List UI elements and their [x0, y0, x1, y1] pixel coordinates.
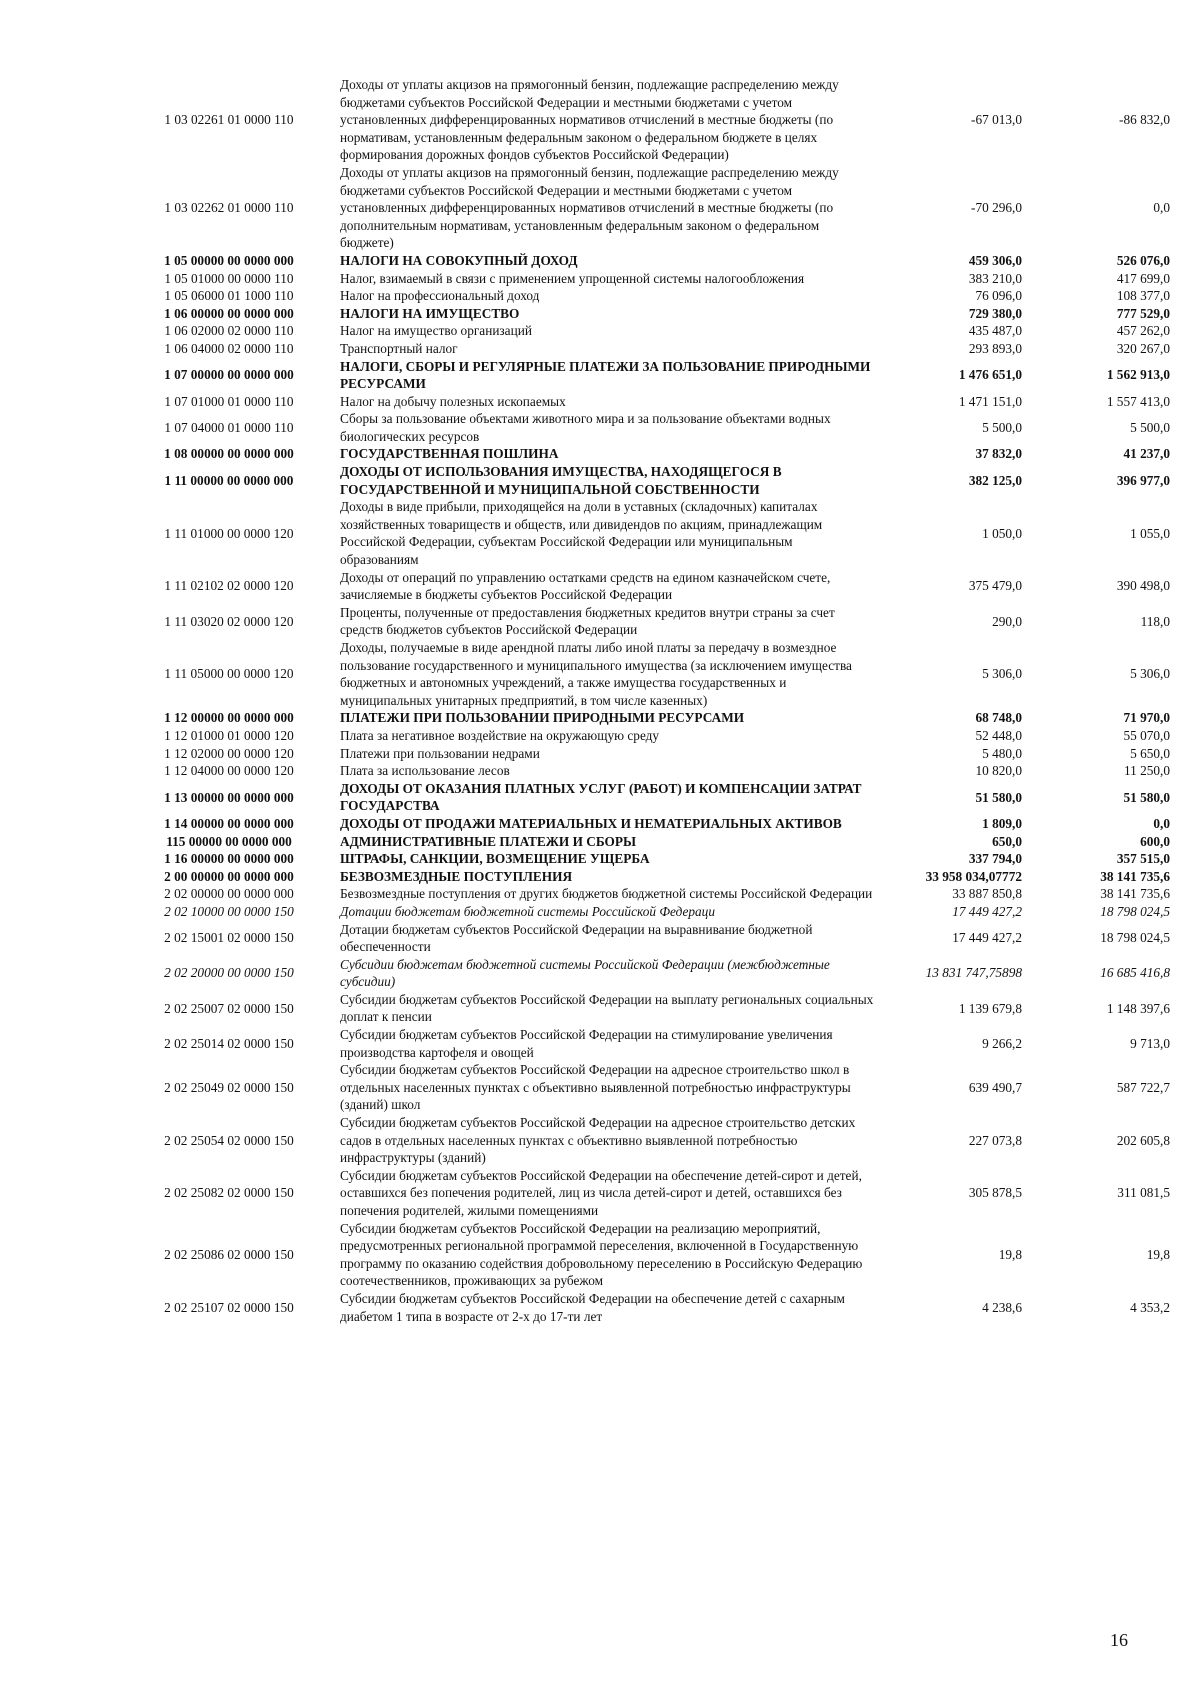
budget-code-cell: 1 06 02000 02 0000 110: [164, 323, 294, 339]
table-row: [118, 252, 1170, 270]
revenue-name-cell: Налог, взимаемый в связи с применением упрощенной системы налогообложения: [340, 270, 805, 286]
table-row: [118, 709, 1170, 727]
table-row: [118, 1290, 1170, 1325]
amount-year2-cell: 5 650,0: [1130, 745, 1170, 761]
table-row: [118, 815, 1170, 833]
revenue-name-cell: Дотации бюджетам субъектов Российской Федерации на выравнивание бюджетной обеспеченности: [340, 921, 813, 955]
table-row: [118, 639, 1170, 709]
amount-year1-cell: 19,8: [998, 1246, 1022, 1262]
amount-year2-cell: 19,8: [1146, 1246, 1170, 1262]
budget-code-cell: 1 11 05000 00 0000 120: [164, 666, 294, 682]
budget-code-cell: 1 07 01000 01 0000 110: [164, 393, 294, 409]
amount-year1-cell: 1 050,0: [982, 525, 1022, 541]
amount-year1-cell: 382 125,0: [968, 472, 1022, 488]
table-row: [118, 1114, 1170, 1167]
amount-year2-cell: 1 148 397,6: [1106, 1000, 1170, 1016]
budget-code-cell: 2 02 25086 02 0000 150: [164, 1246, 294, 1262]
page-number: 16: [1110, 1630, 1128, 1650]
budget-revenue-table: [118, 76, 1170, 1325]
amount-year2-cell: 4 353,2: [1130, 1299, 1170, 1315]
amount-year1-cell: -70 296,0: [971, 200, 1022, 216]
amount-year1-cell: 4 238,6: [982, 1299, 1022, 1315]
budget-code-cell: 2 02 25054 02 0000 150: [164, 1132, 294, 1148]
amount-year2-cell: 41 237,0: [1123, 446, 1170, 462]
budget-code-cell: 1 05 01000 00 0000 110: [164, 270, 294, 286]
table-row: [118, 1220, 1170, 1290]
revenue-name-cell: Доходы от уплаты акцизов на прямогонный бензин, подлежащие распределению между бюджетами субъектов Российской Федерации и местными бюджетами с учетом установленных дифференцированных нормативов отчислений в местные бюджеты (по нормативам, установленным федеральным законом о федеральном бюджете в целях формирования дорожных фондов субъектов Российской Федерации): [340, 77, 839, 163]
amount-year1-cell: 459 306,0: [968, 252, 1022, 268]
amount-year2-cell: 5 500,0: [1130, 420, 1170, 436]
amount-year2-cell: 417 699,0: [1116, 270, 1170, 286]
revenue-name-cell: Доходы в виде прибыли, приходящейся на доли в уставных (складочных) капиталах хозяйственных товариществ и обществ, или дивидендов по акциям, принадлежащим Российской Федерации, субъектам Российской Федерации или муниципальным образованиям: [340, 499, 823, 568]
amount-year1-cell: 1 471 151,0: [958, 393, 1022, 409]
amount-year1-cell: 1 139 679,8: [958, 1000, 1022, 1016]
revenue-name-cell: Платежи при пользовании недрами: [340, 745, 540, 761]
budget-code-cell: 1 08 00000 00 0000 000: [164, 446, 294, 462]
amount-year1-cell: 5 500,0: [982, 420, 1022, 436]
revenue-name-cell: Налог на профессиональный доход: [340, 288, 540, 304]
amount-year1-cell: 37 832,0: [975, 446, 1022, 462]
amount-year2-cell: 311 081,5: [1117, 1185, 1170, 1201]
table-row: [118, 76, 1170, 164]
revenue-name-cell: Субсидии бюджетам субъектов Российской Федерации на обеспечение детей-сирот и детей, оставшихся без попечения родителей, лиц из числа детей-сирот и детей, оставшихся без попечения родителей, жилыми помещениями: [340, 1167, 862, 1218]
table-row: [118, 780, 1170, 815]
revenue-name-cell: НАЛОГИ НА ИМУЩЕСТВО: [340, 305, 520, 321]
revenue-name-cell: Транспортный налог: [340, 340, 458, 356]
revenue-name-cell: Налог на имущество организаций: [340, 323, 532, 339]
revenue-name-cell: Субсидии бюджетам субъектов Российской Федерации на адресное строительство школ в отдельных населенных пунктах с объективно выявленной потребностью инфраструктуры (зданий) школ: [340, 1062, 851, 1113]
amount-year1-cell: 52 448,0: [975, 727, 1022, 743]
amount-year2-cell: 202 605,8: [1116, 1132, 1170, 1148]
amount-year1-cell: 5 480,0: [982, 745, 1022, 761]
table-row: [118, 1026, 1170, 1061]
budget-code-cell: 1 12 04000 00 0000 120: [164, 763, 294, 779]
budget-code-cell: 2 02 25007 02 0000 150: [164, 1000, 294, 1016]
budget-code-cell: 1 06 00000 00 0000 000: [164, 305, 294, 321]
amount-year1-cell: 9 266,2: [982, 1035, 1022, 1051]
budget-code-cell: 2 02 25082 02 0000 150: [164, 1185, 294, 1201]
budget-code-cell: 1 14 00000 00 0000 000: [164, 815, 294, 831]
revenue-name-cell: Налог на добычу полезных ископаемых: [340, 393, 566, 409]
table-row: [118, 956, 1170, 991]
amount-year2-cell: 396 977,0: [1116, 472, 1170, 488]
table-row: [118, 287, 1170, 305]
amount-year2-cell: 108 377,0: [1116, 288, 1170, 304]
amount-year1-cell: 290,0: [992, 613, 1022, 629]
revenue-name-cell: Проценты, полученные от предоставления бюджетных кредитов внутри страны за счет средств бюджетов субъектов Российской Федерации: [340, 604, 835, 638]
budget-code-cell: 2 02 25049 02 0000 150: [164, 1079, 294, 1095]
table-row: [118, 903, 1170, 921]
revenue-name-cell: Плата за негативное воздействие на окружающую среду: [340, 727, 660, 743]
table-row: [118, 727, 1170, 745]
revenue-name-cell: АДМИНИСТРАТИВНЫЕ ПЛАТЕЖИ И СБОРЫ: [340, 833, 637, 849]
amount-year1-cell: 337 794,0: [968, 851, 1022, 867]
table-row: [118, 445, 1170, 463]
amount-year2-cell: 18 798 024,5: [1100, 930, 1170, 946]
amount-year2-cell: 457 262,0: [1116, 323, 1170, 339]
table-row: [118, 410, 1170, 445]
revenue-name-cell: Субсидии бюджетам субъектов Российской Федерации на выплату региональных социальных доплат к пенсии: [340, 991, 874, 1025]
amount-year1-cell: 1 809,0: [982, 815, 1022, 831]
amount-year1-cell: 33 887 850,8: [952, 886, 1022, 902]
revenue-name-cell: ДОХОДЫ ОТ ОКАЗАНИЯ ПЛАТНЫХ УСЛУГ (РАБОТ) И КОМПЕНСАЦИИ ЗАТРАТ ГОСУДАРСТВА: [340, 780, 862, 814]
budget-code-cell: 1 12 01000 01 0000 120: [164, 727, 294, 743]
amount-year1-cell: 305 878,5: [968, 1185, 1022, 1201]
amount-year2-cell: 11 250,0: [1123, 763, 1170, 779]
table-row: [118, 164, 1170, 252]
amount-year2-cell: 0,0: [1153, 200, 1170, 216]
amount-year2-cell: 71 970,0: [1123, 710, 1170, 726]
amount-year2-cell: -86 832,0: [1119, 112, 1170, 128]
revenue-name-cell: НАЛОГИ, СБОРЫ И РЕГУЛЯРНЫЕ ПЛАТЕЖИ ЗА ПОЛЬЗОВАНИЕ ПРИРОДНЫМИ РЕСУРСАМИ: [340, 358, 871, 392]
table-row: [118, 921, 1170, 956]
amount-year1-cell: 639 490,7: [968, 1079, 1022, 1095]
amount-year1-cell: 17 449 427,2: [952, 903, 1022, 919]
amount-year1-cell: 729 380,0: [968, 305, 1022, 321]
table-row: [118, 762, 1170, 780]
budget-code-cell: 2 02 00000 00 0000 000: [164, 886, 294, 902]
amount-year1-cell: 5 306,0: [982, 666, 1022, 682]
amount-year2-cell: 51 580,0: [1123, 789, 1170, 805]
revenue-name-cell: Доходы от уплаты акцизов на прямогонный бензин, подлежащие распределению между бюджетами субъектов Российской Федерации и местными бюджетами с учетом установленных дифференцированных нормативов отчислений в местные бюджеты (по дополнительным нормативам, установленным федеральным законом о федеральном бюджете): [340, 164, 839, 251]
revenue-name-cell: ПЛАТЕЖИ ПРИ ПОЛЬЗОВАНИИ ПРИРОДНЫМИ РЕСУРСАМИ: [340, 710, 745, 726]
amount-year2-cell: 587 722,7: [1116, 1079, 1170, 1095]
amount-year1-cell: 435 487,0: [968, 323, 1022, 339]
amount-year2-cell: 16 685 416,8: [1100, 965, 1170, 981]
table-row: [118, 1061, 1170, 1114]
table-row: [118, 322, 1170, 340]
table-row: [118, 850, 1170, 868]
budget-code-cell: 2 00 00000 00 0000 000: [164, 868, 294, 884]
amount-year2-cell: 390 498,0: [1116, 578, 1170, 594]
table-row: [118, 393, 1170, 411]
amount-year2-cell: 118,0: [1140, 613, 1170, 629]
revenue-name-cell: Субсидии бюджетам бюджетной системы Российской Федерации (межбюджетные субсидии): [340, 956, 830, 990]
amount-year1-cell: 13 831 747,75898: [925, 965, 1022, 981]
revenue-name-cell: Безвозмездные поступления от других бюджетов бюджетной системы Российской Федерации: [340, 886, 873, 902]
revenue-name-cell: НАЛОГИ НА СОВОКУПНЫЙ ДОХОД: [340, 252, 578, 268]
budget-code-cell: 1 16 00000 00 0000 000: [164, 851, 294, 867]
budget-code-cell: 1 12 02000 00 0000 120: [164, 745, 294, 761]
budget-code-cell: 115 00000 00 0000 000: [166, 833, 292, 849]
table-row: [118, 604, 1170, 639]
amount-year2-cell: 38 141 735,6: [1100, 868, 1170, 884]
budget-code-cell: 1 07 04000 01 0000 110: [164, 420, 294, 436]
table-row: [118, 991, 1170, 1026]
budget-code-cell: 1 13 00000 00 0000 000: [164, 789, 294, 805]
revenue-name-cell: ШТРАФЫ, САНКЦИИ, ВОЗМЕЩЕНИЕ УЩЕРБА: [340, 851, 650, 867]
revenue-name-cell: Субсидии бюджетам субъектов Российской Федерации на обеспечение детей с сахарным диабетом 1 типа в возрасте от 2-х до 17-ти лет: [340, 1290, 845, 1324]
amount-year1-cell: 68 748,0: [975, 710, 1022, 726]
budget-code-cell: 2 02 15001 02 0000 150: [164, 930, 294, 946]
revenue-name-cell: БЕЗВОЗМЕЗДНЫЕ ПОСТУПЛЕНИЯ: [340, 868, 573, 884]
table-row: [118, 305, 1170, 323]
revenue-name-cell: ДОХОДЫ ОТ ПРОДАЖИ МАТЕРИАЛЬНЫХ И НЕМАТЕРИАЛЬНЫХ АКТИВОВ: [340, 815, 842, 831]
budget-code-cell: 2 02 10000 00 0000 150: [164, 903, 294, 919]
revenue-name-cell: Субсидии бюджетам субъектов Российской Федерации на адресное строительство детских садов в отдельных населенных пунктах с объективно выявленной потребностью инфраструктуры (зданий): [340, 1115, 856, 1166]
budget-code-cell: 1 03 02261 01 0000 110: [164, 112, 294, 128]
revenue-name-cell: Дотации бюджетам бюджетной системы Российской Федераци: [340, 903, 715, 919]
revenue-name-cell: Субсидии бюджетам субъектов Российской Федерации на стимулирование увеличения производства картофеля и овощей: [340, 1027, 833, 1060]
revenue-name-cell: Плата за использование лесов: [340, 763, 510, 779]
table-row: [118, 569, 1170, 604]
amount-year1-cell: 227 073,8: [968, 1132, 1022, 1148]
budget-code-cell: 1 12 00000 00 0000 000: [164, 710, 294, 726]
amount-year2-cell: 55 070,0: [1123, 727, 1170, 743]
amount-year2-cell: 320 267,0: [1116, 340, 1170, 356]
revenue-name-cell: Сборы за пользование объектами животного мира и за пользование объектами водных биологических ресурсов: [340, 411, 831, 444]
table-body: [118, 76, 1170, 1325]
table-row: [118, 868, 1170, 886]
amount-year1-cell: 51 580,0: [975, 789, 1022, 805]
table-row: [118, 358, 1170, 393]
amount-year1-cell: 10 820,0: [975, 763, 1022, 779]
amount-year2-cell: 18 798 024,5: [1100, 903, 1170, 919]
amount-year2-cell: 1 557 413,0: [1106, 393, 1170, 409]
budget-code-cell: 2 02 25107 02 0000 150: [164, 1299, 294, 1315]
revenue-name-cell: ДОХОДЫ ОТ ИСПОЛЬЗОВАНИЯ ИМУЩЕСТВА, НАХОДЯЩЕГОСЯ В ГОСУДАРСТВЕННОЙ И МУНИЦИПАЛЬНОЙ СОБСТВЕННОСТИ: [340, 464, 782, 497]
table-row: [118, 270, 1170, 288]
amount-year2-cell: 0,0: [1153, 815, 1170, 831]
amount-year1-cell: 1 476 651,0: [958, 367, 1022, 383]
budget-code-cell: 2 02 20000 00 0000 150: [164, 965, 294, 981]
amount-year2-cell: 600,0: [1140, 833, 1170, 849]
amount-year1-cell: 17 449 427,2: [952, 930, 1022, 946]
budget-code-cell: 1 06 04000 02 0000 110: [164, 340, 294, 356]
amount-year2-cell: 526 076,0: [1116, 252, 1170, 268]
budget-code-cell: 1 03 02262 01 0000 110: [164, 200, 294, 216]
revenue-name-cell: Доходы, получаемые в виде арендной платы либо иной платы за передачу в возмездное пользование государственного и муниципального имущества (за исключением имущества бюджетных и автономных учреждений, а также имущества государственных и муниципальных унитарных предприятий, в том числе казенных): [340, 640, 852, 708]
table-row: [118, 745, 1170, 763]
budget-code-cell: 1 05 06000 01 1000 110: [164, 288, 294, 304]
amount-year1-cell: -67 013,0: [971, 112, 1022, 128]
budget-code-cell: 1 07 00000 00 0000 000: [164, 367, 294, 383]
amount-year2-cell: 357 515,0: [1116, 851, 1170, 867]
amount-year1-cell: 375 479,0: [968, 578, 1022, 594]
amount-year1-cell: 293 893,0: [968, 340, 1022, 356]
amount-year1-cell: 650,0: [992, 833, 1022, 849]
revenue-name-cell: ГОСУДАРСТВЕННАЯ ПОШЛИНА: [340, 446, 559, 462]
budget-code-cell: 1 11 00000 00 0000 000: [164, 472, 294, 488]
revenue-name-cell: Субсидии бюджетам субъектов Российской Федерации на реализацию мероприятий, предусмотренных региональной программой переселения, включенной в Государственную программу по оказанию содействия добровольному переселению в Российскую Федерацию соотечественников, проживающих за рубежом: [340, 1220, 863, 1289]
budget-code-cell: 1 11 03020 02 0000 120: [164, 613, 294, 629]
revenue-name-cell: Доходы от операций по управлению остатками средств на едином казначейском счете, зачисляемые в бюджеты субъектов Российской Федерации: [340, 569, 831, 603]
amount-year2-cell: 5 306,0: [1130, 666, 1170, 682]
amount-year1-cell: 383 210,0: [968, 270, 1022, 286]
budget-code-cell: 1 05 00000 00 0000 000: [164, 252, 294, 268]
amount-year1-cell: 76 096,0: [975, 288, 1022, 304]
amount-year2-cell: 1 562 913,0: [1106, 367, 1170, 383]
amount-year2-cell: 777 529,0: [1116, 305, 1170, 321]
budget-code-cell: 2 02 25014 02 0000 150: [164, 1035, 294, 1051]
budget-code-cell: 1 11 01000 00 0000 120: [164, 525, 294, 541]
table-row: [118, 885, 1170, 903]
budget-code-cell: 1 11 02102 02 0000 120: [164, 578, 294, 594]
amount-year2-cell: 1 055,0: [1130, 525, 1170, 541]
table-row: [118, 463, 1170, 498]
amount-year1-cell: 33 958 034,07772: [925, 868, 1022, 884]
table-row: [118, 340, 1170, 358]
table-row: [118, 498, 1170, 568]
table-row: [118, 1167, 1170, 1220]
amount-year2-cell: 38 141 735,6: [1100, 886, 1170, 902]
amount-year2-cell: 9 713,0: [1130, 1035, 1170, 1051]
table-row: [118, 833, 1170, 851]
